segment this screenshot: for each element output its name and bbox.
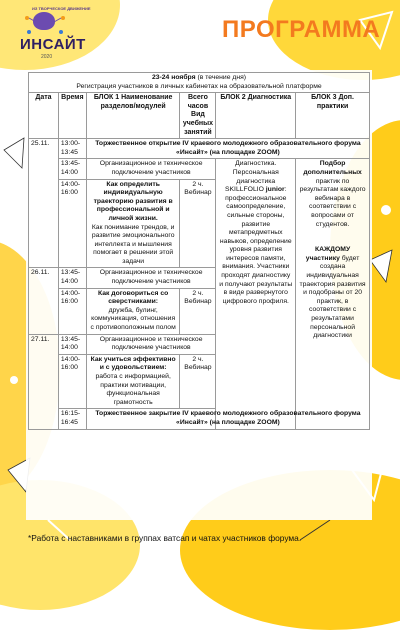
org-connection: Организационное и техническое подключение участников: [86, 268, 216, 288]
module-1-body: Как понимание трендов, и развитие эмоционального интеллекта и мышления помогает в решении этой задачи: [91, 223, 175, 265]
circuit-icon: [24, 10, 66, 38]
col-hours: Всего часов Вид учебных занятий: [180, 93, 216, 139]
diag-text-1: Диагностика. Персональная диагностика SKILLFOLIO: [224, 160, 279, 194]
diag-bold: junior: [265, 186, 285, 194]
b3-body-1: практик по результатам каждого вебинара в соответствии с вопросами от студентов.: [299, 177, 366, 228]
table-row: [29, 139, 370, 159]
intro-row: [29, 73, 370, 93]
module-1-title: Как определить индивидуальную траекторию развития в профессиональной и личной жизни.: [93, 180, 173, 222]
time-cell: 14:00-16:00: [58, 288, 86, 334]
b3-bold: КАЖДОМУ участнику: [305, 246, 351, 262]
module-2: [86, 288, 180, 334]
time-cell: 14:00-16:00: [58, 354, 86, 409]
date-cell: 27.11.: [29, 334, 59, 429]
time-cell: 13:45-14:00: [58, 159, 86, 179]
module-3-body: работа с информацией, практики мотивации, функциональная грамотность: [95, 373, 171, 406]
module-3-hours: 2 ч. Вебинар: [180, 354, 216, 409]
page-title: ПРОГРАММА: [222, 16, 381, 43]
b3-body-2: будет создана индивидуальная траектория развития и подобраны от 20 практик, в соответствии с результатами персональной диагностики: [299, 254, 366, 340]
table-row: [29, 409, 370, 429]
time-cell: 13:00-13:45: [58, 139, 86, 159]
intro-date-note: (в течение дня): [195, 74, 247, 81]
time-cell: 13:45-14:00: [58, 268, 86, 288]
program-table: [28, 72, 370, 430]
module-2-hours: 2 ч. Вебинар: [180, 288, 216, 334]
logo-text: ИНСАЙТ: [20, 36, 86, 53]
b3-title: Подбор дополнительных: [303, 160, 362, 176]
block3-practices: [296, 159, 370, 429]
module-1: [86, 179, 180, 268]
col-time: Время: [58, 93, 86, 139]
intro-registration: Регистрация участников в личных кабинетах на образовательной платформе: [76, 82, 322, 90]
time-cell: 16:15-16:45: [58, 409, 86, 429]
time-cell: 13:45-14:00: [58, 334, 86, 354]
module-3: [86, 354, 180, 409]
footnote: *Работа с наставниками в группах ватсап и чатах участников форума.: [28, 533, 302, 543]
insight-logo: [14, 2, 91, 62]
col-date: Дата: [29, 93, 59, 139]
module-3-title: Как учиться эффективно и с удовольствием:: [90, 355, 176, 372]
table-row: [29, 159, 370, 179]
logo-caption: ИЗ ТВОРЧЕСКОЕ ДВИЖЕНИЕ: [32, 6, 91, 11]
module-1-hours: 2 ч. Вебинар: [180, 179, 216, 268]
col-block3: БЛОК 3 Доп. практики: [296, 93, 370, 139]
date-cell: 26.11.: [29, 268, 59, 334]
block2-diagnostics: [216, 159, 296, 429]
header-row: [29, 93, 370, 139]
time-cell: 14:00-16:00: [58, 179, 86, 268]
org-connection: Организационное и техническое подключение участников: [86, 159, 216, 179]
logo-year: 2020: [41, 54, 53, 60]
org-connection: Организационное и техническое подключение участников: [86, 334, 216, 354]
col-block2: БЛОК 2 Диагностика: [216, 93, 296, 139]
module-2-title: Как договориться со сверстниками:: [97, 289, 169, 306]
opening-ceremony: Торжественное открытие IV краевого молодежного образовательного форума «Инсайт» (на площадке ZOOM): [86, 139, 369, 159]
closing-ceremony: Торжественное закрытие IV краевого молодежного образовательного форума «Инсайт» (на площадке ZOOM): [86, 409, 369, 429]
date-cell: 25.11.: [29, 139, 59, 268]
intro-dates: 23-24 ноября: [151, 74, 196, 81]
col-block1: БЛОК 1 Наименование разделов/модулей: [86, 93, 180, 139]
module-2-body: дружба, булинг, коммуникация, отношения с противоположным полом: [90, 306, 176, 332]
diag-text-2: : профессиональное самоопределение, сильные стороны, развитие метапредметных навыков, определение уровня развития интересов памяти, внимания. Участники проходят диагностику и получают результаты в виде развернутого цифрового профиля.: [219, 186, 293, 305]
